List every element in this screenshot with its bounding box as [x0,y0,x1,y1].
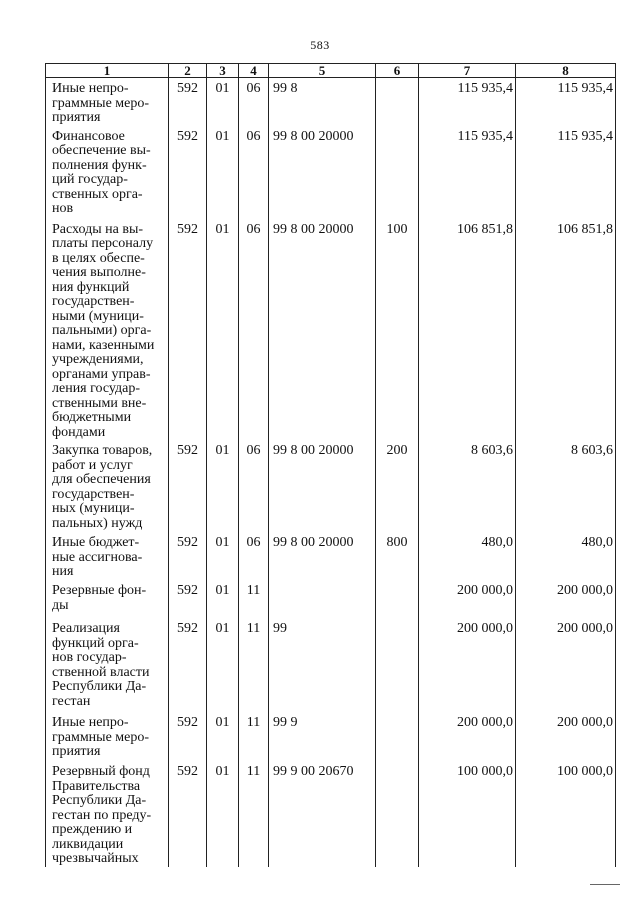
row-name [46,761,169,867]
expense-type-code [376,618,419,712]
row-name-line: Иные непро- [52,81,129,96]
expense-type-code [376,761,419,867]
column-header-7: 7 [419,64,516,78]
column-header-1: 1 [46,64,169,78]
column-header-6: 6 [376,64,419,78]
row-name-line: приятия [52,744,101,759]
row-name-line: Реализация [52,621,120,636]
amount-col-7: 8 603,6 [419,440,516,532]
target-article-code: 99 8 00 20000 [269,532,376,580]
table-row [46,219,616,441]
table-body [46,78,616,867]
row-name-line: чения выполне- [52,265,146,280]
row-name [46,712,169,761]
subsection-code: 06 [239,440,269,532]
row-name [46,219,169,441]
row-name-line: фондами [52,424,106,440]
footer-rule [590,884,620,885]
row-name-line: Резервные фон- [52,583,147,598]
row-name-line: Иные бюджет- [52,535,140,550]
row-name-line: ния [52,564,74,579]
expense-type-code [376,126,419,219]
section-code: 01 [207,219,239,441]
ministry-code: 592 [169,532,207,580]
row-name-line: граммные меро- [52,95,150,111]
section-code: 01 [207,532,239,580]
target-article-code: 99 8 [269,78,376,126]
row-name-line: ных (муници- [52,501,135,516]
amount-col-8: 106 851,8 [516,219,616,441]
amount-col-8: 200 000,0 [516,580,616,618]
subsection-code: 11 [239,618,269,712]
header-row [46,64,616,78]
budget-table [45,63,616,867]
table-row [46,618,616,712]
section-code: 01 [207,761,239,867]
ministry-code: 592 [169,580,207,618]
amount-col-7: 200 000,0 [419,580,516,618]
expense-type-code: 200 [376,440,419,532]
target-article-code: 99 8 00 20000 [269,219,376,441]
expense-type-code: 800 [376,532,419,580]
row-name-line: ные ассигнова- [52,549,143,565]
row-name-line: органами управ- [52,366,151,382]
column-header-3: 3 [207,64,239,78]
expense-type-code [376,78,419,126]
row-name-line: приятия [52,110,101,125]
row-name-line: Республики Да- [52,679,147,694]
row-name-line: Правительства [52,778,141,794]
amount-col-8: 200 000,0 [516,712,616,761]
section-code: 01 [207,712,239,761]
row-name-line: Закупка товаров, [52,443,153,458]
ministry-code: 592 [169,440,207,532]
row-name-line: полнения функ- [52,157,147,173]
table-row [46,712,616,761]
ministry-code: 592 [169,78,207,126]
section-code: 01 [207,580,239,618]
ministry-code: 592 [169,219,207,441]
row-name [46,618,169,712]
row-name-line: нами, казенными [52,337,155,353]
ministry-code: 592 [169,126,207,219]
row-name-line: ций государ- [52,172,128,187]
column-header-5: 5 [269,64,376,78]
row-name-line: бюджетными [52,410,132,425]
row-name-line: пальными) орга- [52,323,152,338]
subsection-code: 06 [239,532,269,580]
row-name [46,126,169,219]
table-row [46,580,616,618]
row-name-line: гестан [52,693,91,709]
target-article-code: 99 9 [269,712,376,761]
table-row [46,126,616,219]
amount-col-8: 480,0 [516,532,616,580]
amount-col-8: 200 000,0 [516,618,616,712]
target-article-code: 99 8 00 20000 [269,440,376,532]
amount-col-7: 115 935,4 [419,78,516,126]
amount-col-8: 115 935,4 [516,78,616,126]
expense-type-code [376,580,419,618]
section-code: 01 [207,618,239,712]
row-name-line: ления государ- [52,381,141,396]
amount-col-8: 8 603,6 [516,440,616,532]
row-name-line: ликвидации [52,836,124,852]
amount-col-7: 115 935,4 [419,126,516,219]
row-name-line: Республики Да- [52,793,147,808]
column-header-4: 4 [239,64,269,78]
expense-type-code: 100 [376,219,419,441]
row-name-line: учреждениями, [52,352,144,367]
target-article-code: 99 [269,618,376,712]
row-name [46,532,169,580]
row-name-line: Расходы на вы- [52,221,144,237]
table-row [46,440,616,532]
row-name-line: нов [52,201,74,216]
column-header-2: 2 [169,64,207,78]
target-article-code [269,580,376,618]
row-name-line: Финансовое [52,128,125,144]
row-name-line: граммные меро- [52,729,150,745]
amount-col-7: 200 000,0 [419,712,516,761]
target-article-code: 99 8 00 20000 [269,126,376,219]
row-name-line: платы персоналу [52,236,154,251]
subsection-code: 11 [239,761,269,867]
row-name-line: гестан по преду- [52,807,152,823]
amount-col-7: 480,0 [419,532,516,580]
subsection-code: 06 [239,78,269,126]
row-name-line: обеспечение вы- [52,143,151,158]
subsection-code: 06 [239,219,269,441]
row-name-line: ды [52,597,69,613]
row-name [46,580,169,618]
ministry-code: 592 [169,712,207,761]
expense-type-code [376,712,419,761]
row-name-line: ственными вне- [52,395,147,411]
row-name-line: ными (муници- [52,308,144,324]
row-name-line: в целях обеспе- [52,250,145,266]
column-header-8: 8 [516,64,616,78]
section-code: 01 [207,78,239,126]
target-article-code: 99 9 00 20670 [269,761,376,867]
section-code: 01 [207,440,239,532]
row-name-line: ния функций [52,279,130,295]
subsection-code: 06 [239,126,269,219]
amount-col-7: 106 851,8 [419,219,516,441]
row-name-line: государствен- [52,294,135,309]
row-name-line: функций орга- [52,635,139,651]
row-name-line: Иные непро- [52,715,129,730]
table-row [46,761,616,867]
amount-col-8: 115 935,4 [516,126,616,219]
row-name-line: нов государ- [52,650,127,665]
amount-col-7: 100 000,0 [419,761,516,867]
row-name-line: Резервный фонд [52,764,150,779]
row-name-line: преждению и [52,822,133,837]
ministry-code: 592 [169,761,207,867]
subsection-code: 11 [239,712,269,761]
row-name-line: ственных орга- [52,186,143,202]
amount-col-8: 100 000,0 [516,761,616,867]
table-row [46,78,616,126]
row-name-line: пальных) нужд [52,515,143,531]
row-name [46,440,169,532]
ministry-code: 592 [169,618,207,712]
row-name-line: работ и услуг [52,457,133,473]
row-name-line: ственной власти [52,664,150,680]
row-name-line: для обеспечения [52,472,151,487]
subsection-code: 11 [239,580,269,618]
amount-col-7: 200 000,0 [419,618,516,712]
row-name [46,78,169,126]
page-number: 583 [310,38,330,52]
section-code: 01 [207,126,239,219]
row-name-line: государствен- [52,486,135,502]
row-name-line: чрезвычайных [52,851,139,866]
table-row [46,532,616,580]
